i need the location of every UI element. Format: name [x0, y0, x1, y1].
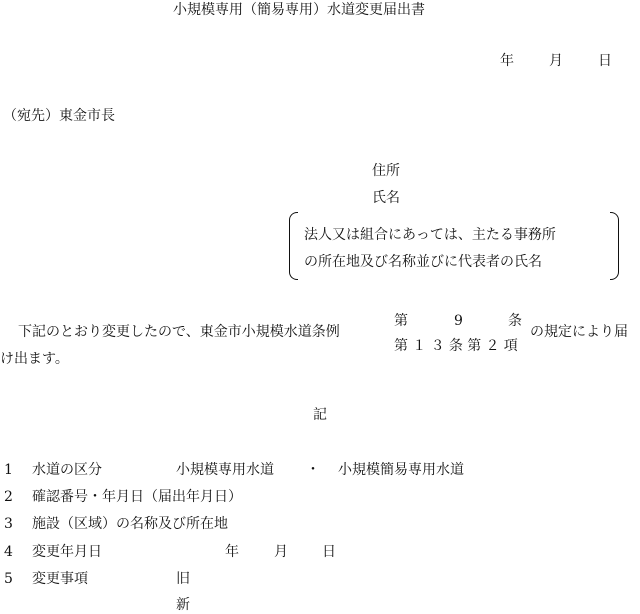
- item-1-separator: ・: [306, 462, 320, 478]
- document-title: 小規模専用（簡易専用）水道変更届出書: [173, 2, 425, 18]
- item-5-new: 新: [176, 597, 190, 613]
- item-3-label: 施設（区域）の名称及び所在地: [32, 516, 228, 532]
- item-4-day: 日: [322, 544, 336, 560]
- item-4-month: 月: [274, 544, 288, 560]
- body-line-2: け出ます。: [0, 351, 69, 367]
- date-month: 月: [549, 53, 563, 69]
- item-4-label: 変更年月日: [32, 544, 102, 560]
- date-year: 年: [500, 53, 514, 69]
- article-bottom: 第１３条第２項: [394, 338, 523, 354]
- item-4-year: 年: [225, 544, 239, 560]
- body-prefix: 下記のとおり変更したので、東金市小規模水道条例: [18, 324, 340, 340]
- item-1-number: 1: [4, 462, 13, 478]
- body-suffix: の規定により届: [530, 324, 628, 340]
- item-5-label: 変更事項: [32, 571, 88, 587]
- item-5-old: 旧: [176, 571, 190, 587]
- item-5-number: 5: [4, 571, 13, 587]
- bracket-right: [610, 212, 619, 280]
- article-number: 9: [454, 313, 463, 329]
- date-day: 日: [598, 53, 612, 69]
- address-label: 住所: [372, 163, 400, 179]
- item-1-label: 水道の区分: [32, 462, 102, 478]
- article-jo: 条: [508, 313, 522, 329]
- item-4-number: 4: [4, 544, 13, 560]
- ki-heading: 記: [313, 407, 327, 423]
- item-1-option-a: 小規模専用水道: [176, 462, 274, 478]
- addressee: （宛先）東金市長: [3, 108, 115, 124]
- item-3-number: 3: [4, 516, 13, 532]
- bracket-left: [289, 212, 298, 280]
- item-2-label: 確認番号・年月日（届出年月日）: [32, 489, 242, 505]
- article-dai: 第: [394, 313, 408, 329]
- item-1-option-b: 小規模簡易専用水道: [338, 462, 464, 478]
- item-2-number: 2: [4, 489, 13, 505]
- corporate-note-line-2: の所在地及び名称並びに代表者の氏名: [304, 254, 542, 270]
- name-label: 氏名: [372, 190, 400, 206]
- corporate-note-line-1: 法人又は組合にあっては、主たる事務所: [304, 227, 556, 243]
